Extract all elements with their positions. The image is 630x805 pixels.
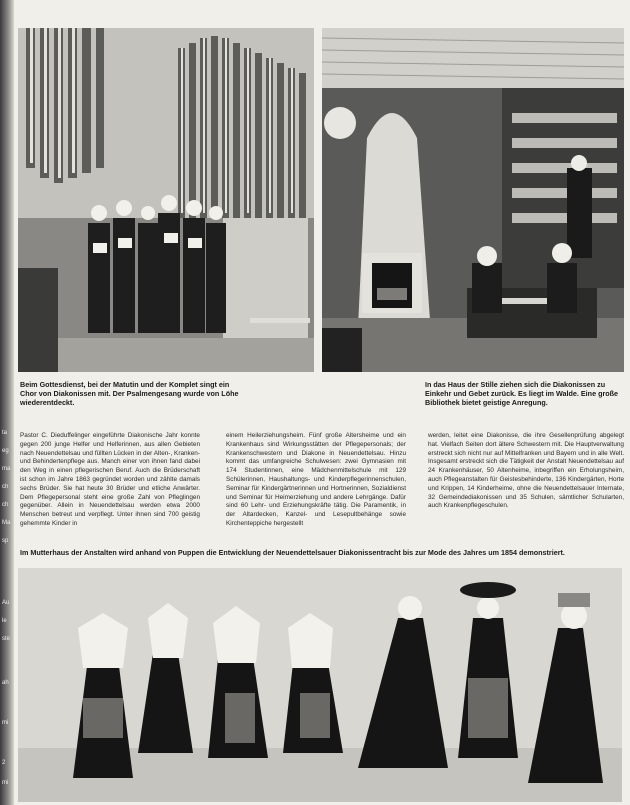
article-column-2 (226, 432, 406, 529)
edge-text: 2 (2, 760, 6, 766)
edge-text: sp (2, 538, 9, 544)
edge-text: ah (2, 680, 9, 686)
caption-dolls: Im Mutterhaus der Anstalten wird anhand von Puppen die Entwicklung der Neuendettelsauer Diakonissentracht bis zur Mode des Jahres um 1854 demonstriert. (20, 548, 565, 557)
photo-library-room (322, 28, 624, 372)
caption-organ-choir: Beim Gottesdienst, bei der Matutin und der Komplet singt ein Chor von Diakonissen mit. Der Psalmengesang wurde von Löhe wiederentdeckt. (20, 380, 239, 407)
edge-text: ta (2, 430, 8, 436)
article-column-1 (20, 432, 200, 529)
edge-text: mi (2, 780, 9, 786)
edge-text: eg (2, 448, 9, 454)
photo-organ-choir (18, 28, 314, 372)
column-text: werden, leitet eine Diakonisse, die ihre Gesellenprüfung abgelegt hat. Vielfach Seiten dort ältere Schwestern mit. Die Hauptverwaltung erstreckt sich nicht nur auf Mittelfranken und Bayern und in alle Welt. Insgesamt erstreckt sich die Tätigkeit der Anstalt Neuendettelsau auf 24 Krankenhäuser, 50 Altenheime, inbegriffen ein Erholungsheim, auch Pflegeanstalten für Geistesbehinderte, 136 Kindergärten, Horte und Krippen, 14 Kinderheime, ohne die Neuendettelsauer Internate, 32 Gemeindediakonissen und 35 Schulen, sämtlicher Schularten, auch Krankenpflegeschulen. (428, 432, 624, 510)
article-column-3 (428, 432, 624, 511)
edge-text: mi (2, 720, 9, 726)
edge-text: ma (2, 466, 11, 472)
photo-dolls-costumes (18, 568, 622, 802)
edge-text: Au (2, 600, 10, 606)
edge-text: ch (2, 502, 9, 508)
column-text: Pastor C. Dieduffelinger eingeführte Diakonische Jahr konnte gegen 200 junge Helfer und Helferinnen, aus allen Gebieten nach Neuendettelsau und füllten Lücken in der Alten-, Kranken- und Behindertenpflege aus. Manch einer von ihnen fand dabei den Weg in einen pflegerischen Beruf. Auch die Brüderschaft ist schon im Jahre 1863 gegründet worden und zählte damals sechs Brüder. Sie hat heute 30 Brüder und etliche Anwärter. Dem Pflegepersonal steht eine große Zahl von Pfleglingen gegenüber. Allein in Neuendettelsau werden etwa 2000 Menschen betreut und verpflegt. Unter ihnen sind 700 geistig gehemmte Kinder in (20, 432, 200, 527)
edge-text: le (2, 618, 7, 624)
edge-text: ste (2, 636, 11, 642)
column-text: einem Heilerziehungsheim. Fünf große Altersheime und ein Krankenhaus sind Wirkungsstätten der Pflegepersonals; der Krankenschwestern und Diakone in Neuendettelsau. Hinzu kommt das umfangreiche Schulwesen: zwei Gymnasien mit 174 Studentinnen, eine Mädchenmittelschule mit 129 Schülerinnen, Haushaltungs- und Kinderpflegerinnenschulen, Seminar für Kindergärtnerinnen und Hortnerinnen, Sozialdienst und Seminar für Heimerziehung und andere Lehrgänge. Dafür sind 60 Lehr- und Erziehungskräfte tätig. Die Paramentik, in der Altardecken, Kanzel- und Lesepultbehänge sowie Kirchenteppiche hergestellt (226, 432, 406, 527)
caption-library-room: In das Haus der Stille ziehen sich die Diakonissen zu Einkehr und Gebet zurück. Es liegt im Walde. Eine große Bibliothek bietet geistige Anregung. (425, 380, 619, 407)
page-edge-strip (0, 0, 14, 805)
edge-text: Ma (2, 520, 11, 526)
edge-text: ch (2, 484, 9, 490)
